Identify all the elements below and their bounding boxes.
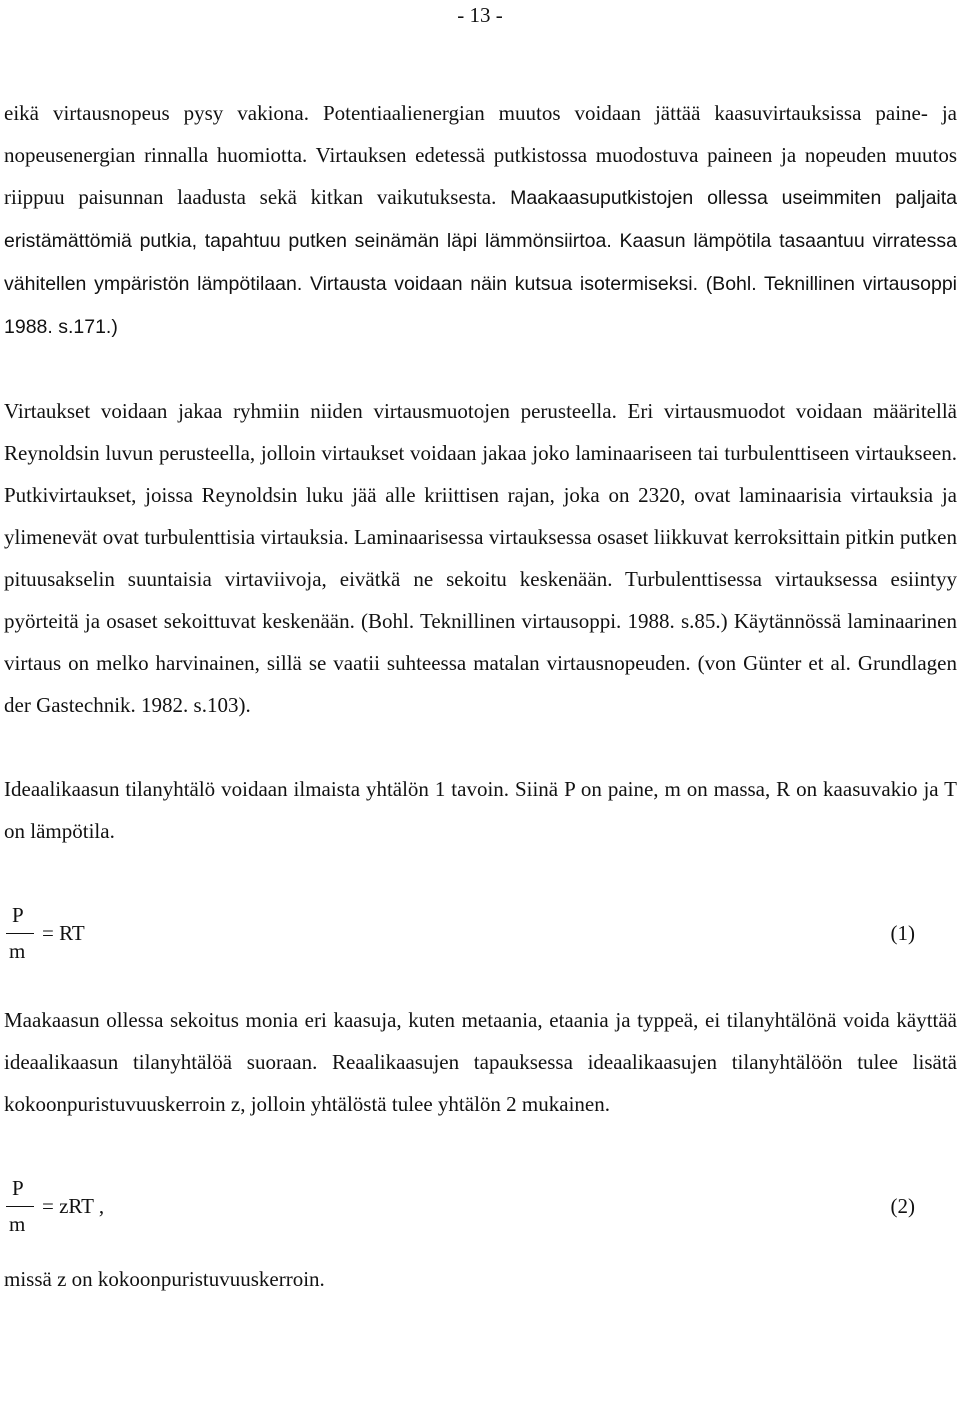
paragraph-5: missä z on kokoonpuristuvuuskerroin. [4, 1267, 325, 1291]
equation-2-rhs: = zRT , [42, 1194, 105, 1218]
paragraph-4: Maakaasun ollessa sekoitus monia eri kaasuja, kuten metaania, etaania ja typpeä, ei tilanyhtälönä voida käyttää ideaalikaasun tilanyhtälöä suoraan. Reaalikaasujen tapauksessa ideaalikaasujen tilanyhtälöön tulee lisätä kokoonpuristuvuuskerroin z, jolloin yhtälöstä tulee yhtälön 2 mukainen. [4, 1008, 957, 1116]
equation-2-number: (2) [890, 1194, 915, 1218]
equation-2-denominator: m [9, 1212, 26, 1236]
equation-1 [4, 899, 957, 985]
paragraph-2: Virtaukset voidaan jakaa ryhmiin niiden virtausmuotojen perusteella. Eri virtausmuodot voidaan määritellä Reynoldsin luvun perusteella, jolloin virtaukset voidaan jakaa joko laminaariseen tai turbulenttiseen virtaukseen. Putkivirtaukset, joissa Reynoldsin luku jää alle kriittisen rajan, joka on 2320, ovat laminaarisia virtauksia ja ylimenevät ovat turbulenttisia virtauksia. Laminaarisessa virtauksessa osaset liikkuvat kerroksittain pitkin putken pituusakselin suuntaisia virtaviivoja, eivätkä ne sekoitu keskenään. Turbulenttisessa virtauksessa esiintyy pyörteitä ja osaset sekoittuvat keskenään. (Bohl. Teknillinen virtausoppi. 1988. s.85.) Käytännössä laminaarinen virtaus on melko harvinainen, sillä se vaatii suhteessa matalan virtausnopeuden. (von Günter et al. Grundlagen der Gastechnik. 1982. s.103). [4, 399, 957, 717]
equation-2 [4, 1172, 957, 1258]
equation-1-numerator: P [12, 903, 24, 927]
page-number: - 13 - [457, 3, 503, 27]
document-body [4, 92, 957, 1300]
equation-1-denominator: m [9, 939, 26, 963]
paragraph-1 [4, 92, 957, 348]
paragraph-3: Ideaalikaasun tilanyhtälö voidaan ilmaista yhtälön 1 tavoin. Siinä P on paine, m on massa, R on kaasuvakio ja T on lämpötila. [4, 777, 957, 843]
fraction-bar [6, 1206, 34, 1207]
equation-1-number: (1) [890, 921, 915, 945]
paragraph-1-sans: Maakaasuputkistojen ollessa useimmiten paljaita eristämättömiä putkia, tapahtuu putken seinämän läpi lämmönsiirtoa. Kaasun lämpötila tasaantuu virratessa vähitellen ympäristön lämpötilaan. Virtausta voidaan näin kutsua isotermiseksi. (Bohl. Teknillinen virtausoppi 1988. s.171.) [4, 187, 958, 338]
equation-1-rhs: = RT [42, 921, 85, 945]
fraction-bar [6, 933, 34, 934]
paragraph-1-serif: eikä virtausnopeus pysy vakiona. Potentiaalienergian muutos voidaan jättää kaasuvirtauksissa paine- ja nopeusenergian rinnalla huomiotta. Virtauksen edetessä putkistossa muodostuva paineen ja nopeuden muutos riippuu paisunnan laadusta sekä kitkan vaikutuksesta. [4, 101, 957, 209]
equation-2-numerator: P [12, 1176, 24, 1200]
